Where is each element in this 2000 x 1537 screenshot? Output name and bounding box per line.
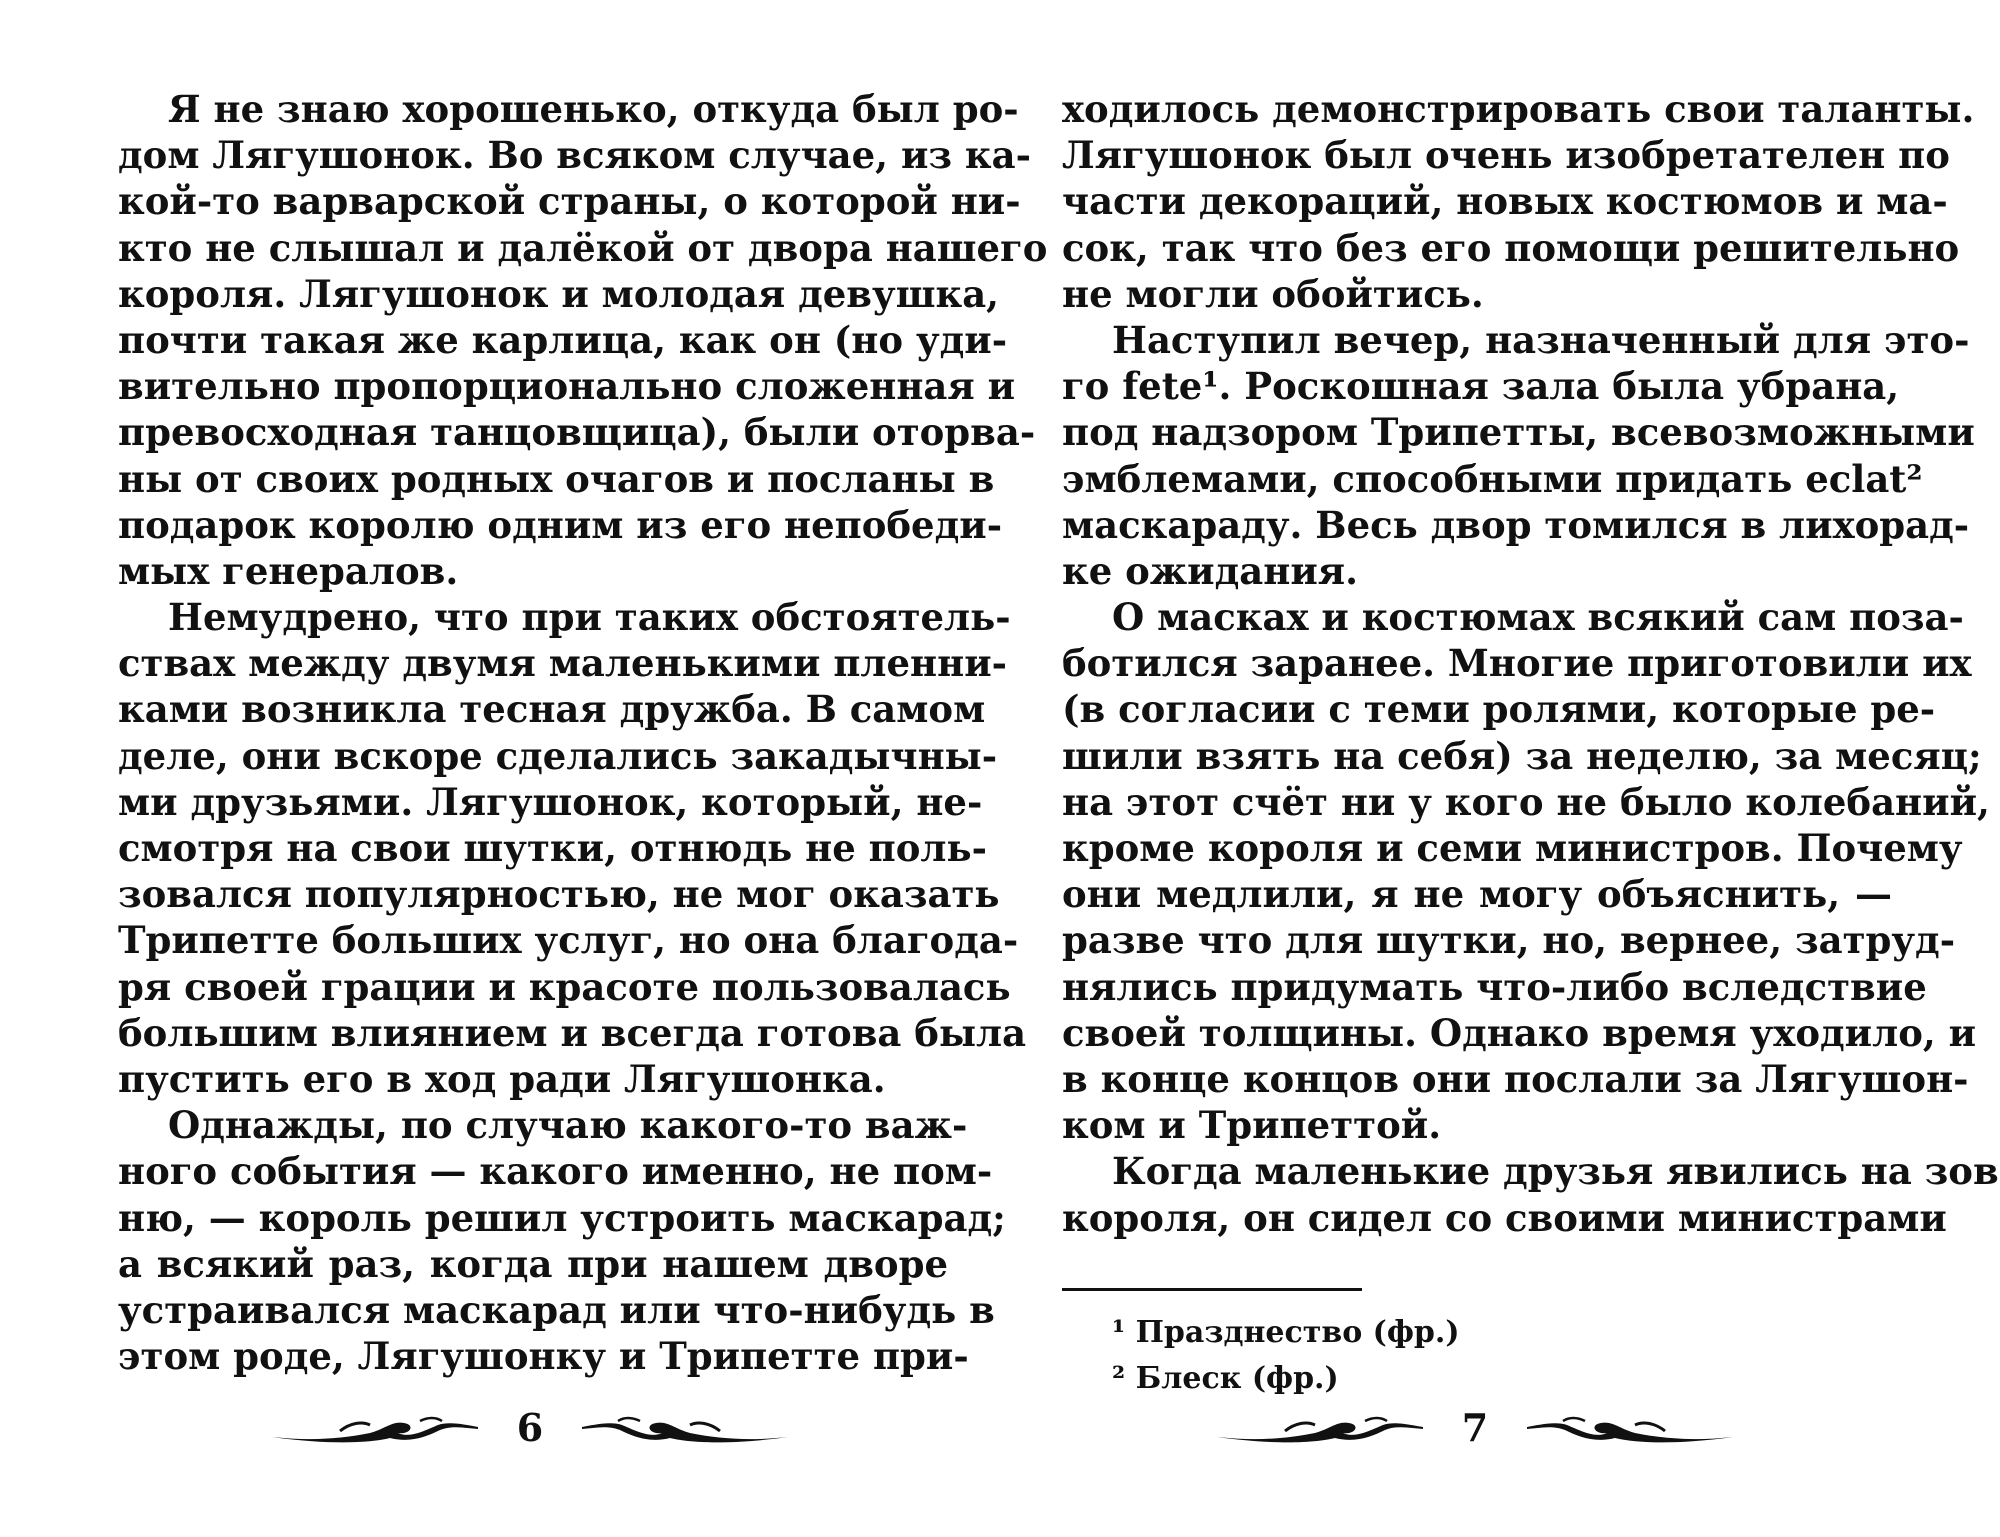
text-line: под надзором Трипетты, всевозможными <box>1062 410 1975 455</box>
right-folio <box>1215 1405 1735 1465</box>
paragraph <box>1062 1148 1999 1240</box>
text-line: подарок королю одним из его непобеди- <box>118 502 1003 547</box>
text-line: смотря на свои шутки, отнюдь не поль- <box>118 826 987 870</box>
footnote: ¹ Празднество (фр.) <box>1112 1315 1460 1350</box>
text-line: маскараду. Весь двор томился в лихорад- <box>1062 502 1970 547</box>
text-line: О масках и костюмах всякий сам поза- <box>1112 595 1964 640</box>
text-line: ками возникла тесная дружба. В самом <box>118 687 986 732</box>
text-line: ны от своих родных очагов и посланы в <box>118 456 995 501</box>
page-number: 6 <box>516 1405 544 1450</box>
left-text-column <box>118 86 1048 1379</box>
text-line: зовался популярностью, не мог оказать <box>118 872 1000 917</box>
text-line: ходилось демонстрировать свои таланты. <box>1062 87 1975 131</box>
page-number: 7 <box>1461 1405 1489 1450</box>
flourish-ornament-right-icon <box>1525 1413 1735 1447</box>
text-line: превосходная танцовщица), были оторва- <box>118 410 1036 455</box>
text-line: (в согласии с теми ролями, которые ре- <box>1062 687 1936 732</box>
text-line: короля, он сидел со своими министрами <box>1062 1195 1947 1240</box>
text-line: разве что для шутки, но, вернее, затруд- <box>1062 918 1956 963</box>
text-line: своей толщины. Однако время уходило, и <box>1062 1010 1977 1055</box>
text-line: сок, так что без его помощи решительно <box>1062 225 1960 270</box>
text-line: кто не слышал и далёкой от двора нашего <box>118 225 1048 270</box>
paragraph <box>1062 317 1975 594</box>
text-line: пустить его в ход ради Лягушонка. <box>118 1056 886 1101</box>
text-line: ню, — король решил устроить маскарад; <box>118 1195 1006 1240</box>
text-line: а всякий раз, когда при нашем дворе <box>118 1241 948 1286</box>
text-line: Наступил вечер, назначенный для это- <box>1112 317 1970 362</box>
text-line: ком и Трипеттой. <box>1062 1103 1442 1148</box>
right-text-column <box>1062 86 1999 1241</box>
paragraph <box>118 86 1048 594</box>
text-line: мых генералов. <box>118 548 459 593</box>
left-folio <box>270 1405 790 1465</box>
text-line: этом роде, Лягушонку и Трипетте при- <box>118 1334 969 1379</box>
text-line: ря своей грации и красоте пользовалась <box>118 964 1011 1009</box>
text-line: деле, они вскоре сделались закадычны- <box>118 733 998 778</box>
text-line: на этот счёт ни у кого не было колебаний, <box>1062 779 1990 824</box>
text-line: они медлили, я не могу объяснить, — <box>1062 872 1892 917</box>
text-line: устраивался маскарад или что-нибудь в <box>118 1287 995 1332</box>
paragraph <box>118 1102 1006 1379</box>
text-line: ного события — какого именно, не пом- <box>118 1149 993 1194</box>
text-line: ствах между двумя маленькими пленни- <box>118 641 1007 686</box>
text-line: части декораций, новых костюмов и ма- <box>1062 179 1948 224</box>
text-line: Однажды, по случаю какого-то важ- <box>168 1103 968 1148</box>
flourish-ornament-left-icon <box>270 1413 480 1447</box>
text-line: нялись придумать что-либо вследствие <box>1062 964 1927 1009</box>
text-line: короля. Лягушонок и молодая девушка, <box>118 271 1000 316</box>
footnotes <box>1112 1310 1460 1402</box>
right-page <box>1000 0 2000 1537</box>
text-line: дом Лягушонок. Во всяком случае, из ка- <box>118 133 1031 178</box>
paragraph <box>1062 86 1975 317</box>
flourish-ornament-left-icon <box>1215 1413 1425 1447</box>
footnote: ² Блеск (фр.) <box>1112 1361 1339 1396</box>
text-line: большим влиянием и всегда готова была <box>118 1010 1027 1055</box>
text-line: шили взять на себя) за неделю, за месяц; <box>1062 733 1982 778</box>
text-line: Лягушонок был очень изобретателен по <box>1062 133 1950 178</box>
text-line: в конце концов они послали за Лягушон- <box>1062 1056 1969 1101</box>
text-line: Трипетте больших услуг, но она благода- <box>118 918 1019 963</box>
text-line: вительно пропорционально сложенная и <box>118 364 1016 409</box>
footnote-rule <box>1062 1288 1362 1291</box>
text-line: ботился заранее. Многие приготовили их <box>1062 641 1972 686</box>
paragraph <box>118 594 1027 1102</box>
text-line: го fete¹. Роскошная зала была убрана, <box>1062 364 1900 409</box>
text-line: кой-то варварской страны, о которой ни- <box>118 179 1021 224</box>
text-line: почти такая же карлица, как он (но уди- <box>118 317 1008 362</box>
text-line: Я не знаю хорошенько, откуда был ро- <box>168 87 1019 131</box>
text-line: ми друзьями. Лягушонок, который, не- <box>118 779 983 824</box>
text-line: Когда маленькие друзья явились на зов <box>1112 1149 1999 1194</box>
text-line: Немудрено, что при таких обстоятель- <box>168 595 1011 640</box>
paragraph <box>1062 594 1990 1148</box>
text-line: не могли обойтись. <box>1062 271 1484 316</box>
text-line: ке ожидания. <box>1062 548 1358 593</box>
text-line: эмблемами, способными придать eclat² <box>1062 456 1923 501</box>
flourish-ornament-right-icon <box>580 1413 790 1447</box>
text-line: кроме короля и семи министров. Почему <box>1062 826 1963 870</box>
